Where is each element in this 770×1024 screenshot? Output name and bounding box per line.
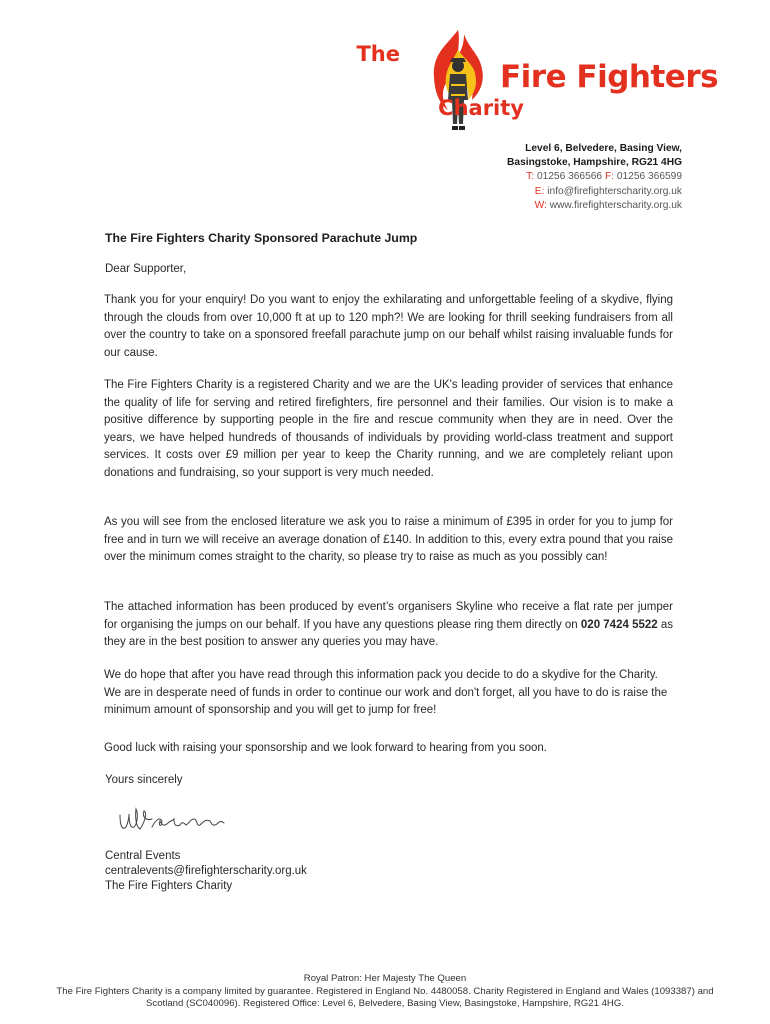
- logo-charity: Charity: [438, 96, 524, 120]
- fax-label: F:: [604, 171, 614, 183]
- phone-value: 01256 366566: [536, 171, 603, 183]
- paragraph-about-charity: The Fire Fighters Charity is a registered Charity and we are the UK's leading provider of services that enhance the quality of life for serving and retired firefighters, fire personnel and their families. Our vision is to make a positive difference by supporting people in the fire and rescue community when they are in need. Over the years, we have helped hundreds of thousands of individuals by providing world-class treatment and support services. It costs over £9 million per year to keep the Charity running, and we are completely reliant upon donations and fundraising, so your support is very much needed.: [104, 379, 673, 479]
- letter-heading: The Fire Fighters Charity Sponsored Parachute Jump: [105, 231, 418, 245]
- logo-main: Fire Fighters: [500, 59, 719, 95]
- logo-the: The: [356, 42, 400, 66]
- phone-label: T:: [526, 171, 535, 183]
- paragraph-appeal: We do hope that after you have read through this information pack you decide to do a skydive for the Charity. We are in desperate need of funds in order to continue our work and don't forget, all you have to do is raise the minimum amount of sponsorship and you will get to jump for free!: [104, 669, 668, 717]
- signoff-email[interactable]: centralevents@firefighterscharity.org.uk: [105, 865, 307, 877]
- charity-logo: [356, 28, 719, 132]
- organiser-phone: 020 7424 5522: [580, 618, 658, 631]
- signoff-organisation: The Fire Fighters Charity: [105, 880, 233, 892]
- footer-registered-office: Scotland (SC040096). Registered Office: Level 6, Belvedere, Basing View, Basingstoke, Hampshire, RG21 4HG.: [146, 998, 624, 1009]
- address-line-1: Level 6, Belvedere, Basing View,: [525, 143, 682, 154]
- email-line: [507, 185, 682, 199]
- signoff-block: [105, 849, 307, 894]
- email-label: E:: [534, 185, 545, 197]
- signoff-department: Central Events: [105, 850, 181, 862]
- footer: [0, 973, 770, 1011]
- fax-value: 01256 366599: [616, 171, 682, 183]
- paragraph-good-luck: Good luck with raising your sponsorship and we look forward to hearing from you soon.: [104, 742, 547, 754]
- email-value[interactable]: info@firefighterscharity.org.uk: [547, 185, 682, 197]
- handwritten-signature: [116, 805, 236, 835]
- address-line-2: Basingstoke, Hampshire, RG21 4HG: [507, 157, 682, 169]
- paragraph-intro: Thank you for your enquiry! Do you want to enjoy the exhilarating and unforgettable feeling of a skydive, flying through the clouds from over 10,000 ft at up to 120 mph?! We are looking for thrill seeking fundraisers from all over the country to take on a sponsored freefall parachute jump on our behalf whilst raising invaluable funds for our cause.: [104, 294, 673, 359]
- footer-registration: The Fire Fighters Charity is a company limited by guarantee. Registered in England No. 4480058. Charity Registered in England and Wales (1093387) and: [56, 985, 714, 997]
- phone-fax-line: [507, 170, 682, 184]
- p4-text-after: as they are in the best position to answer any queries you may have.: [104, 618, 673, 649]
- paragraph-organiser-info: [104, 599, 673, 652]
- charity-address: [507, 142, 682, 213]
- p4-text-before: The attached information has been produced by event’s organisers Skyline who receive a flat rate per jumper for organising the jumps on our behalf. If you have any questions please ring them directly on: [104, 601, 673, 631]
- website-line: [507, 199, 682, 213]
- salutation: Dear Supporter,: [105, 263, 187, 275]
- website-label: W:: [534, 199, 547, 211]
- paragraph-minimum-sponsorship: As you will see from the enclosed literature we ask you to raise a minimum of £395 in order for you to jump for free and in turn we will receive an average donation of £140. In addition to this, every extra pound that you raise over the minimum comes straight to the charity, so please try to raise as much as you possibly can!: [104, 516, 673, 564]
- footer-royal-patron: Royal Patron: Her Majesty The Queen: [303, 973, 467, 984]
- website-value[interactable]: www.firefighterscharity.org.uk: [549, 199, 682, 211]
- closing: Yours sincerely: [105, 774, 183, 786]
